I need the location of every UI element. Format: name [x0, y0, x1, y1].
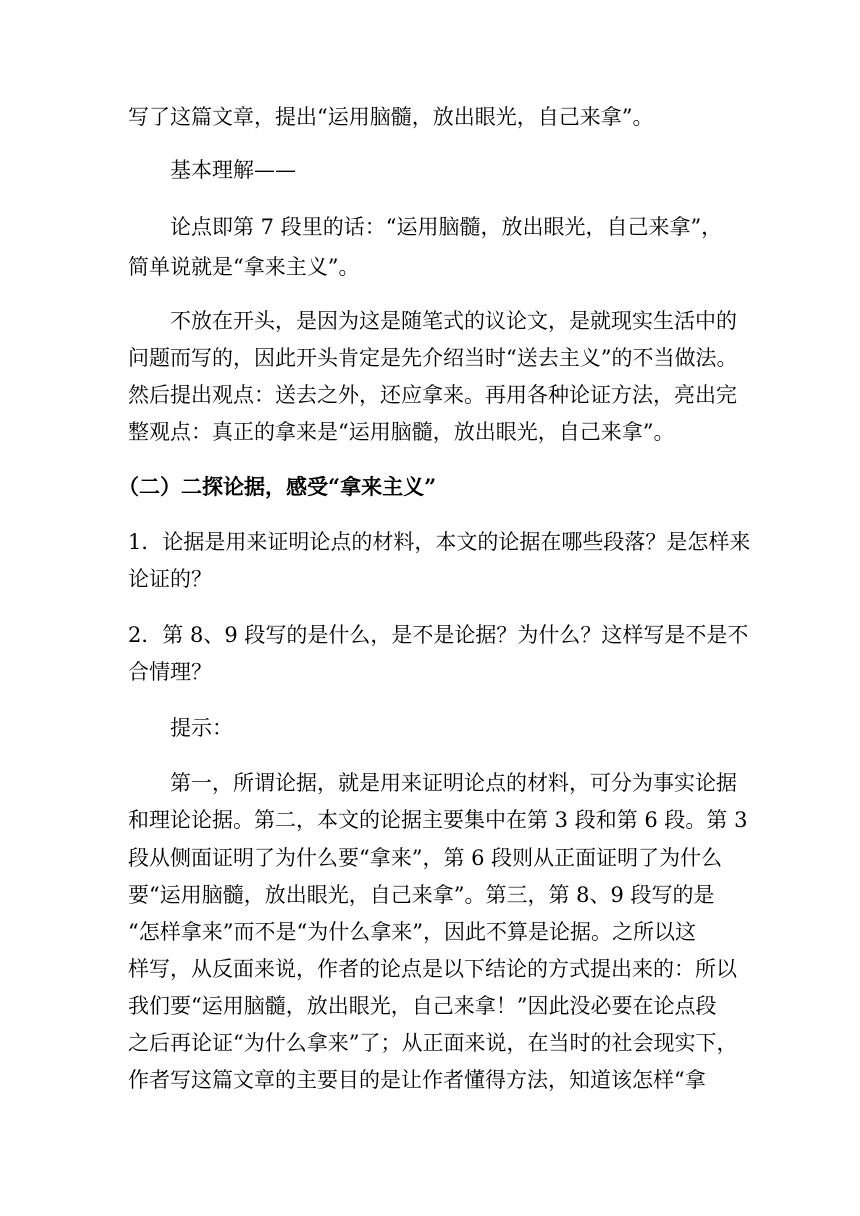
- reason-line-1: 不放在开头，是因为这是随笔式的议论文，是就现实生活中的: [170, 309, 737, 333]
- hint-label: 提示：: [170, 716, 233, 740]
- answer-line-1: 第一，所谓论据，就是用来证明论点的材料，可分为事实论据: [170, 771, 737, 795]
- answer-line-6: 样写，从反面来说，作者的论点是以下结论的方式提出来的：所以: [128, 957, 737, 981]
- basic-understanding-heading: 基本理解——: [170, 158, 296, 182]
- answer-line-5: “怎样拿来”而不是“为什么拿来”，因此不算是论据。之所以这: [128, 920, 696, 944]
- reason-line-4: 整观点：真正的拿来是“运用脑髓，放出眼光，自己来拿”。: [128, 420, 675, 444]
- intro-line-1: 写了这篇文章，提出“运用脑髓，放出眼光，自己来拿”。: [128, 105, 654, 129]
- answer-line-8: 之后再论证“为什么拿来”了；从正面来说，在当时的社会现实下，: [128, 1031, 738, 1055]
- answer-line-3: 段从侧面证明了为什么要“拿来”，第 6 段则从正面证明了为什么: [128, 846, 723, 870]
- thesis-line-2: 简单说就是“拿来主义”。: [128, 255, 360, 279]
- answer-line-2: 和理论论据。第二，本文的论据主要集中在第 3 段和第 6 段。第 3: [128, 808, 748, 832]
- answer-line-9: 作者写这篇文章的主要目的是让作者懂得方法，知道该怎样“拿: [128, 1068, 706, 1092]
- reason-line-2: 问题而写的，因此开头肯定是先介绍当时“送去主义”的不当做法。: [128, 346, 738, 370]
- answer-line-4: 要“运用脑髓，放出眼光，自己来拿”。第三，第 8、9 段写的是: [128, 883, 715, 907]
- question-1-line-1: 1．论据是用来证明论点的材料，本文的论据在哪些段落？是怎样来: [128, 530, 751, 554]
- question-1-line-2: 论证的？: [128, 567, 212, 591]
- question-2-line-2: 合情理？: [128, 660, 212, 684]
- answer-line-7: 我们要“运用脑髓，放出眼光，自己来拿！”因此没必要在论点段: [128, 994, 717, 1018]
- thesis-line-1: 论点即第 7 段里的话：“运用脑髓，放出眼光，自己来拿”，: [170, 215, 723, 239]
- reason-line-3: 然后提出观点：送去之外，还应拿来。再用各种论证方法，亮出完: [128, 383, 737, 407]
- section-2-heading: （二）二探论据，感受“拿来主义”: [118, 474, 437, 499]
- question-2-line-1: 2．第 8、9 段写的是什么，是不是论据？为什么？这样写是不是不: [128, 623, 749, 647]
